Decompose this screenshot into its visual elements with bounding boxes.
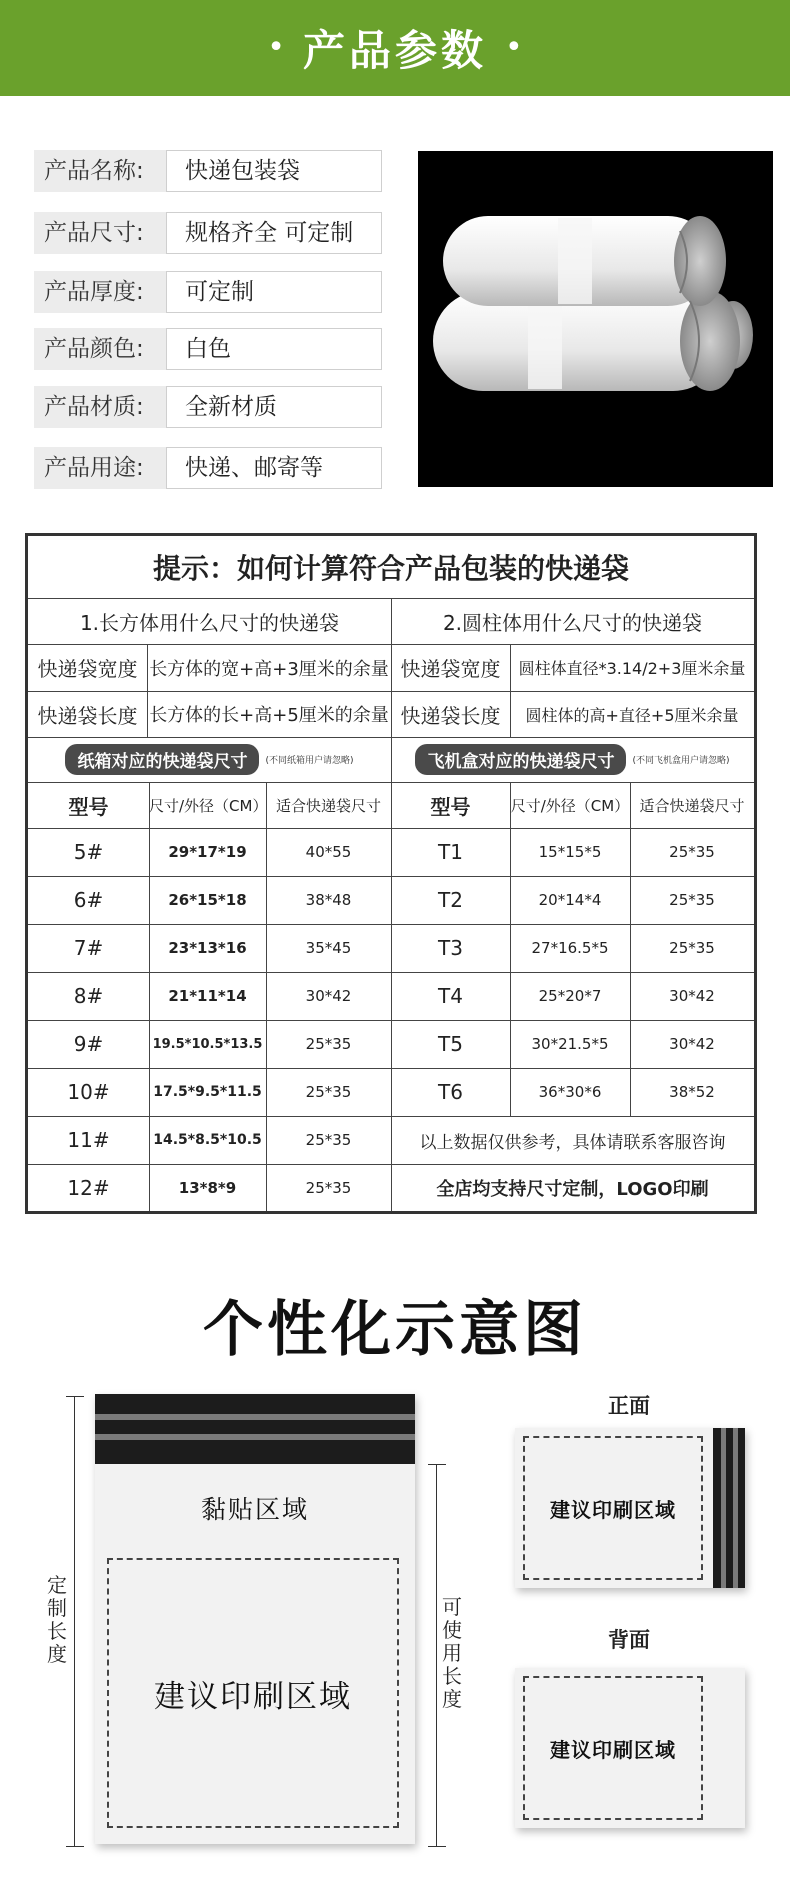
table-cell: 25*35 <box>669 843 715 861</box>
airbox-note: (不同飞机盒用户请忽略) <box>632 756 730 766</box>
param-row-name <box>34 150 382 192</box>
table-row: T3 <box>438 936 463 960</box>
measure-tick <box>428 1464 446 1465</box>
back-print-area-box <box>523 1676 703 1820</box>
carton-col-bag: 适合快递袋尺寸 <box>275 796 381 815</box>
table-cell: 36*30*6 <box>538 1083 602 1101</box>
strip-line <box>95 1434 415 1440</box>
airbox-col-model: 型号 <box>430 794 471 819</box>
custom-length-label: 定制长度 <box>47 1573 67 1666</box>
table-cell: 38*52 <box>669 1083 715 1101</box>
cylinder-heading: 2.圆柱体用什么尺寸的快递袋 <box>442 610 703 635</box>
strip-line <box>733 1428 738 1588</box>
size-guide-table <box>25 533 757 1214</box>
param-row-thickness <box>34 271 382 313</box>
table-cell: 26*15*18 <box>168 891 247 909</box>
param-row-color <box>34 328 382 370</box>
param-row-size <box>34 212 382 254</box>
table-cell: 21*11*14 <box>168 987 247 1005</box>
table-row: T2 <box>438 888 463 912</box>
table-cell: 25*35 <box>305 1083 352 1101</box>
param-row-material <box>34 386 382 428</box>
adhesive-strip <box>95 1394 415 1464</box>
table-cell: 25*35 <box>669 891 715 909</box>
table-cell: 30*42 <box>669 1035 715 1053</box>
table-cell: 20*14*4 <box>538 891 602 909</box>
param-row-usage <box>34 447 382 489</box>
diagram-title: 个性化示意图 <box>203 1295 587 1365</box>
param-label: 产品用途: <box>34 447 166 489</box>
back-print-area-label: 建议印刷区域 <box>550 1737 676 1762</box>
table-cell: 30*21.5*5 <box>531 1035 609 1053</box>
table-cell: 38*48 <box>305 891 352 909</box>
table-row: T5 <box>438 1032 463 1056</box>
param-value: 快递、邮寄等 <box>166 447 382 489</box>
bullet-dot-icon: • <box>505 30 523 65</box>
table-row: 5# <box>73 840 104 864</box>
cylinder-length-label: 快递袋长度 <box>400 703 501 728</box>
table-cell: 14.5*8.5*10.5 <box>153 1132 262 1148</box>
param-label: 产品厚度: <box>34 271 166 313</box>
param-value: 可定制 <box>166 271 382 313</box>
header-banner <box>0 0 790 96</box>
carton-col-model: 型号 <box>68 794 109 819</box>
table-row: 7# <box>73 936 104 960</box>
airbox-header <box>391 737 754 782</box>
table-cell: 25*35 <box>305 1131 352 1149</box>
table-cell: 15*15*5 <box>538 843 602 861</box>
param-value: 白色 <box>166 328 382 370</box>
airbox-col-size: 尺寸/外径（CM） <box>510 796 630 815</box>
table-cell: 30*42 <box>305 987 352 1005</box>
cylinder-width-label: 快递袋宽度 <box>400 657 501 681</box>
custom-note: 全店均支持尺寸定制，LOGO印刷 <box>436 1178 709 1200</box>
bag-front-large <box>95 1394 415 1844</box>
param-value: 快递包装袋 <box>166 150 382 192</box>
table-cell: 17.5*9.5*11.5 <box>153 1084 262 1100</box>
table-cell: 30*42 <box>669 987 715 1005</box>
table-cell: 25*35 <box>305 1178 352 1197</box>
measure-tick <box>66 1396 84 1397</box>
tips-title: 提示：如何计算符合产品包装的快递袋 <box>152 552 629 585</box>
front-label: 正面 <box>608 1394 650 1418</box>
cylinder-width-desc: 圆柱体直径*3.14/2+3厘米余量 <box>518 659 746 678</box>
table-row: 9# <box>73 1032 104 1056</box>
reference-note: 以上数据仅供参考，具体请联系客服咨询 <box>419 1132 726 1153</box>
param-label: 产品材质: <box>34 386 166 428</box>
table-row: 8# <box>73 984 104 1008</box>
bag-back-small <box>515 1668 745 1828</box>
table-row: 12# <box>67 1175 110 1200</box>
front-print-area-box <box>523 1436 703 1580</box>
print-area-box <box>107 1558 399 1828</box>
carton-pill: 纸箱对应的快递袋尺寸 <box>65 744 259 775</box>
table-row: T1 <box>438 840 463 864</box>
usable-length-line <box>436 1464 437 1846</box>
param-label: 产品尺寸: <box>34 212 166 254</box>
carton-header <box>28 737 391 782</box>
airbox-col-bag: 适合快递袋尺寸 <box>639 796 745 815</box>
cuboid-width-label: 快递袋宽度 <box>37 657 138 681</box>
measure-tick <box>66 1846 84 1847</box>
table-cell: 19.5*10.5*13.5 <box>152 1036 263 1052</box>
adhesive-area-label: 黏贴区域 <box>200 1495 309 1524</box>
table-cell: 40*55 <box>305 843 352 861</box>
cuboid-width-desc: 长方体的宽+高+3厘米的余量 <box>149 658 389 680</box>
airbox-pill: 飞机盒对应的快递袋尺寸 <box>415 744 626 775</box>
custom-length-line <box>74 1396 75 1846</box>
param-label: 产品名称: <box>34 150 166 192</box>
cuboid-length-label: 快递袋长度 <box>37 703 138 728</box>
back-label: 背面 <box>608 1628 650 1652</box>
table-cell: 25*20*7 <box>538 987 602 1005</box>
product-photo <box>418 151 773 487</box>
param-label: 产品颜色: <box>34 328 166 370</box>
table-row: 10# <box>67 1080 110 1104</box>
table-cell: 25*35 <box>669 939 715 957</box>
table-cell: 27*16.5*5 <box>531 939 609 957</box>
adhesive-strip <box>713 1428 745 1588</box>
front-print-area-label: 建议印刷区域 <box>550 1497 676 1522</box>
carton-col-size: 尺寸/外径（CM） <box>149 796 268 815</box>
bag-front-small <box>515 1428 745 1588</box>
measure-tick <box>428 1846 446 1847</box>
table-row: T6 <box>438 1080 463 1104</box>
carton-note: (不同纸箱用户请忽略) <box>265 756 354 766</box>
cuboid-length-desc: 长方体的长+高+5厘米的余量 <box>149 705 389 726</box>
page-title: 产品参数 <box>302 26 487 75</box>
bullet-dot-icon: • <box>267 30 285 65</box>
table-row: 11# <box>67 1128 110 1152</box>
param-value: 全新材质 <box>166 386 382 428</box>
table-cell: 29*17*19 <box>168 843 247 861</box>
table-cell: 35*45 <box>305 939 352 957</box>
cylinder-length-desc: 圆柱体的高+直径+5厘米余量 <box>525 705 739 725</box>
cuboid-heading: 1.长方体用什么尺寸的快递袋 <box>79 610 340 635</box>
table-row: 6# <box>73 888 104 912</box>
strip-line <box>721 1428 726 1588</box>
print-area-label: 建议印刷区域 <box>154 1678 352 1715</box>
strip-line <box>95 1414 415 1420</box>
table-cell: 13*8*9 <box>178 1178 237 1197</box>
table-row: T4 <box>438 984 463 1008</box>
table-cell: 23*13*16 <box>168 939 247 957</box>
usable-length-label: 可使用长度 <box>442 1595 462 1711</box>
param-value: 规格齐全 可定制 <box>166 212 382 254</box>
table-cell: 25*35 <box>305 1035 352 1053</box>
